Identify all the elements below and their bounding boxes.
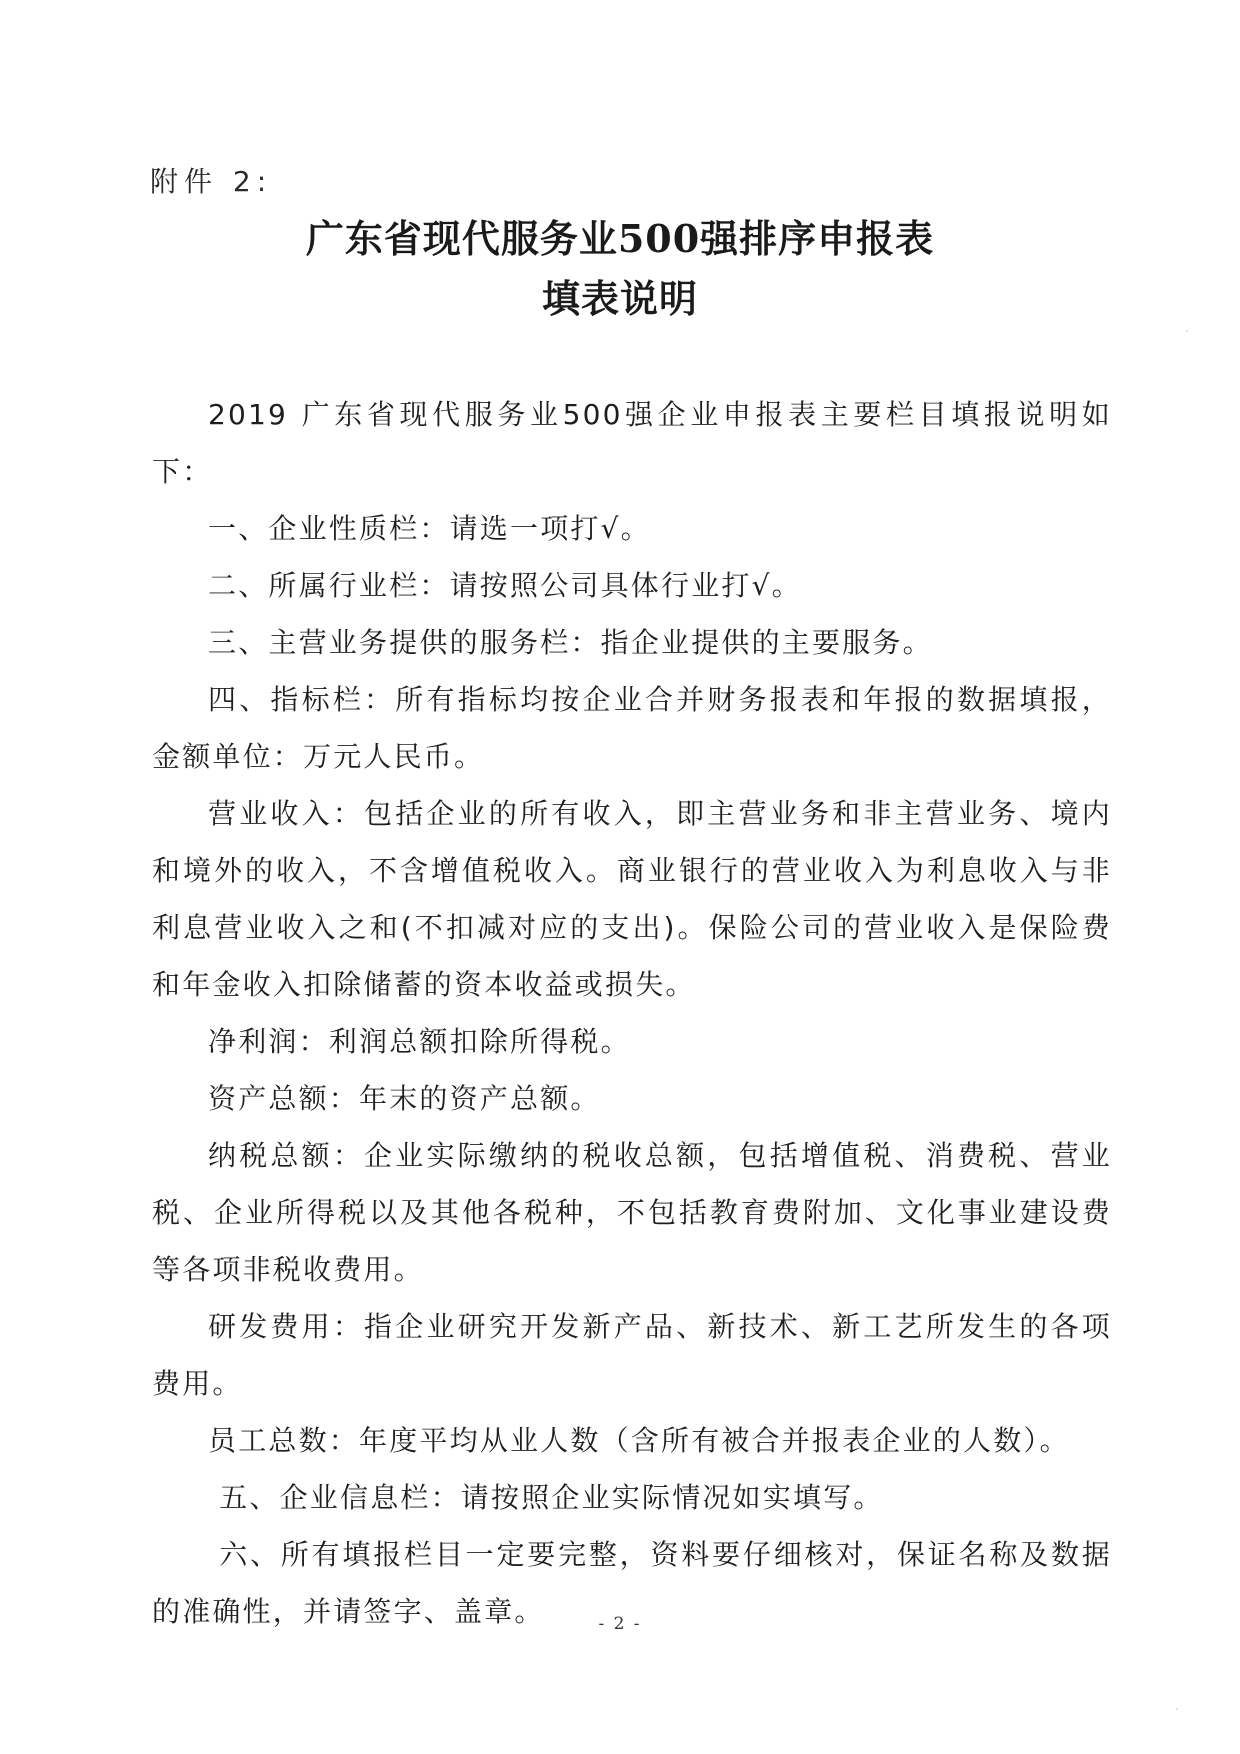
item-enterprise-info: 五、企业信息栏：请按照企业实际情况如实填写。	[219, 1481, 884, 1514]
intro-paragraph: 2019 广东省现代服务业500强企业申报表主要栏目填报说明如下：	[152, 398, 1112, 488]
scan-speck	[1176, 1708, 1178, 1710]
item-main-business: 三、主营业务提供的服务栏：指企业提供的主要服务。	[208, 626, 933, 659]
definition-employees: 员工总数：年度平均从业人数（含所有被合并报表企业的人数）。	[208, 1424, 1070, 1457]
definition-total-tax: 纳税总额：企业实际缴纳的税收总额，包括增值税、消费税、营业税、企业所得税以及其他各税种，不包括教育费附加、文化事业建设费等各项非税收费用。	[152, 1139, 1112, 1286]
item-industry: 二、所属行业栏：请按照公司具体行业打√。	[208, 569, 802, 602]
attachment-label: 附件 2:	[150, 165, 273, 198]
item-enterprise-nature: 一、企业性质栏：请选一项打√。	[208, 512, 651, 545]
page-number: - 2 -	[598, 1614, 642, 1634]
definition-net-profit: 净利润：利润总额扣除所得税。	[208, 1025, 631, 1058]
definition-total-assets: 资产总额：年末的资产总额。	[208, 1082, 601, 1115]
item-indicators: 四、指标栏：所有指标均按企业合并财务报表和年报的数据填报，金额单位：万元人民币。	[152, 683, 1112, 773]
document-body	[152, 386, 1112, 1640]
definition-rd-expense: 研发费用：指企业研究开发新产品、新技术、新工艺所发生的各项费用。	[152, 1310, 1112, 1400]
item-completeness: 六、所有填报栏目一定要完整，资料要仔细核对，保证名称及数据的准确性，并请签字、盖章。	[152, 1538, 1112, 1628]
scan-speck	[1186, 330, 1188, 332]
document-title: 广东省现代服务业500强排序申报表	[305, 216, 935, 261]
definition-revenue: 营业收入：包括企业的所有收入，即主营业务和非主营业务、境内和境外的收入，不含增值税收入。商业银行的营业收入为利息收入与非利息营业收入之和(不扣减对应的支出)。保险公司的营业收入是保险费和年金收入扣除储蓄的资本收益或损失。	[152, 797, 1112, 1001]
document-subtitle: 填表说明	[541, 276, 698, 321]
